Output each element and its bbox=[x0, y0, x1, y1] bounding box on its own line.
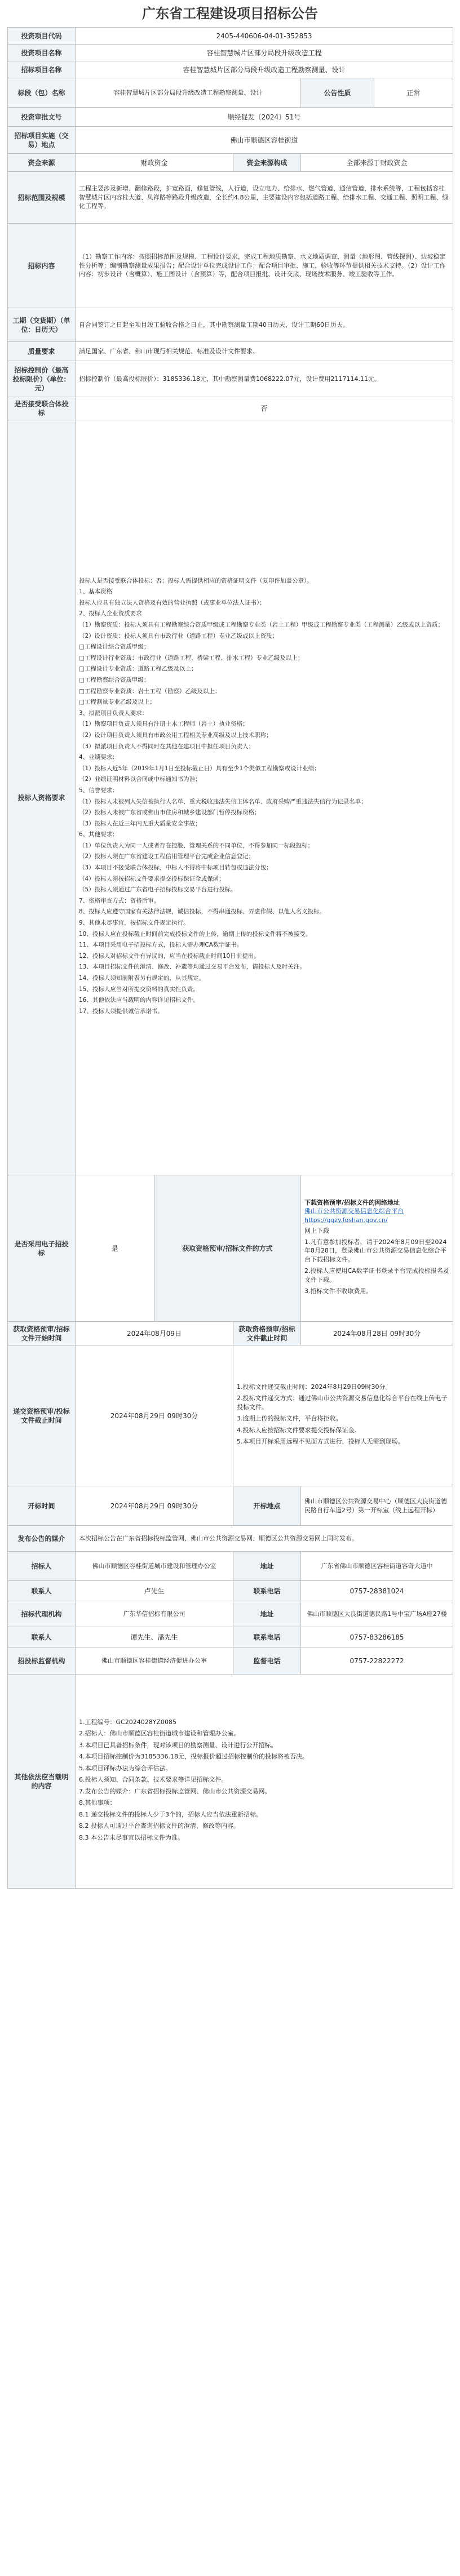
value-qualification bbox=[76, 420, 453, 1175]
value-supervise: 佛山市顺德区容桂街道经济促进办公室 bbox=[76, 1647, 233, 1675]
label-quality: 质量要求 bbox=[8, 342, 76, 361]
qualification-item: □工程设计行业资质：市政行业（道路工程、桥梁工程、排水工程）专业乙级及以上； bbox=[79, 654, 304, 661]
qualification-item: （1）投标人近5年（2019年1月1日至投标截止日）具有至少1个类似工程勘察或设计业绩； bbox=[79, 765, 320, 772]
row-electronic bbox=[8, 1175, 453, 1322]
label-ceiling: 招标控制价（最高投标限价）（单位：元） bbox=[8, 361, 76, 397]
label-joint: 是否接受联合体投标 bbox=[8, 397, 76, 420]
row-media bbox=[8, 1526, 453, 1552]
label-tenderer: 招标人 bbox=[8, 1552, 76, 1581]
qualification-item: （3）本项目不接受联合体投标，中标人不得将中标项目转包或违法分包； bbox=[79, 864, 272, 872]
value-open-place: 佛山市顺德区公共资源交易中心（顺德区大良街道德民路自行车道2号）第一开标室（线上远程开标） bbox=[301, 1486, 453, 1526]
qualification-item: 投标人是否接受联合体投标：否；投标人需提供相应的资格证明文件（复印件加盖公章）。 bbox=[79, 577, 313, 584]
doc-note-item: 3.招标文件不收取费用。 bbox=[304, 1287, 373, 1295]
row-time-start bbox=[8, 1322, 453, 1345]
value-period: 自合同签订之日起至项目竣工验收合格之日止，其中勘察测量工期40日历天，设计工期60日历天。 bbox=[76, 308, 453, 342]
qualification-item: 11、本项目采用电子招投标方式，投标人需办理CA数字证书。 bbox=[79, 941, 243, 949]
label-announce-nature: 公告性质 bbox=[301, 78, 374, 108]
qualification-item: □工程设计综合资质甲级； bbox=[79, 643, 150, 651]
row-scope bbox=[8, 172, 453, 224]
label-agency-address: 地址 bbox=[233, 1601, 301, 1627]
value-joint: 否 bbox=[76, 397, 453, 420]
value-time-start: 2024年08月09日 bbox=[76, 1322, 233, 1345]
doc-get-cell bbox=[301, 1175, 453, 1322]
qualification-item: （3）投标人在近三年内无重大质量安全事故； bbox=[79, 820, 201, 827]
other-item: 8.1 递交投标文件的投标人少于3个的，招标人应当依法重新招标。 bbox=[79, 1810, 262, 1818]
value-tenderer-contact: 卢先生 bbox=[76, 1581, 233, 1601]
doc-url-link[interactable]: 佛山市公共资源交易信息化综合平台 https://ggzy.foshan.gov.cn/ bbox=[304, 1207, 404, 1224]
other-item: 2.招标人：佛山市顺德区容桂街道城市建设和管理办公室。 bbox=[79, 1730, 240, 1738]
row-tenderer-contact bbox=[8, 1581, 453, 1601]
doc-note-item: 1.凡有意参加投标者，请于2024年8月09日至2024年8月28日，登录佛山市公共资源交易信息化综合平台下载招标文件。 bbox=[304, 1238, 447, 1263]
qualification-item: 7、资格审查方式：资格后审。 bbox=[79, 897, 160, 904]
doc-url-label: 下载资格预审/招标文件的网络地址 bbox=[304, 1198, 400, 1206]
label-submit: 递交资格预审/投标文件截止时间 bbox=[8, 1345, 76, 1486]
qualification-item: □工程设计专业资质：道路工程乙级及以上； bbox=[79, 665, 197, 673]
label-qualification-main: 投标人资格要求 bbox=[17, 793, 65, 802]
qualification-item: □工程勘察专业资质：岩土工程（勘察）乙级及以上； bbox=[79, 687, 221, 695]
other-item: 6.投标人须知、合同条款、技术要求等详见招标文件。 bbox=[79, 1776, 228, 1784]
row-qualification bbox=[8, 420, 453, 1175]
label-period: 工期（交货期）（单位：日历天） bbox=[8, 308, 76, 342]
row-other bbox=[8, 1675, 453, 1889]
qualification-item: 6、其他要求： bbox=[79, 831, 118, 838]
label-time-end: 获取资格预审/招标文件截止时间 bbox=[233, 1322, 301, 1345]
value-tenderer-address: 广东省佛山市顺德区容桂街道容奇大道中 bbox=[301, 1552, 453, 1581]
label-project-name: 投资项目名称 bbox=[8, 45, 76, 61]
label-tenderer-contact: 联系人 bbox=[8, 1581, 76, 1601]
row-submit bbox=[8, 1345, 453, 1486]
value-other bbox=[76, 1675, 453, 1889]
row-project-name bbox=[8, 45, 453, 61]
value-quality: 满足国家、广东省、佛山市现行相关规范、标准及设计文件要求。 bbox=[76, 342, 453, 361]
qualification-item: 5、信誉要求： bbox=[79, 787, 118, 794]
label-open-time: 开标时间 bbox=[8, 1486, 76, 1526]
qualification-item: （1）勘察项目负责人须具有注册土木工程师（岩土）执业资格； bbox=[79, 721, 249, 728]
label-tenderer-phone: 联系电话 bbox=[233, 1581, 301, 1601]
value-agency: 广东华信招标有限公司 bbox=[76, 1601, 233, 1627]
qualification-item: （2）投标人未被广东省或佛山市住房和城乡建设部门暂停投标资格； bbox=[79, 809, 260, 816]
row-joint bbox=[8, 397, 453, 420]
value-scope: 工程主要涉及新增、翻修路段，扩宽路面，修复管线，人行道，设立电力、给排水、燃气管道、通信管道、排水系统等，工程包括容桂智慧城片区内容桂大道、凤祥路等路段升级改造，全长约4.8公里，主要建设内容包括道路工程、给排水工程、交通工程、照明工程、绿化工程等。 bbox=[76, 172, 453, 224]
row-fund bbox=[8, 154, 453, 172]
other-item: 8.其他事项： bbox=[79, 1799, 116, 1807]
other-item: 8.2 投标人可通过平台查询招标文件的澄清、修改等内容。 bbox=[79, 1822, 240, 1830]
page-title: 广东省工程建设项目招标公告 bbox=[142, 6, 318, 21]
notice-table bbox=[7, 27, 453, 1889]
other-item: 4.本项目招标控制价为3185336.18元，投标报价超过招标控制价的投标将被否决。 bbox=[79, 1753, 308, 1761]
row-content bbox=[8, 224, 453, 308]
qualification-item: （2）业绩证明材料以合同或中标通知书为准； bbox=[79, 776, 201, 783]
row-agency bbox=[8, 1601, 453, 1627]
row-agency-contact bbox=[8, 1627, 453, 1647]
other-item: 8.3 本公告未尽事宜以招标文件为准。 bbox=[79, 1833, 184, 1841]
other-item: 5.本项目评标办法为综合评估法。 bbox=[79, 1764, 172, 1772]
value-announce-nature: 正常 bbox=[374, 78, 453, 108]
value-supervise-phone: 0757-22822272 bbox=[301, 1647, 453, 1675]
qualification-item: 3、拟派项目负责人要求： bbox=[79, 709, 148, 717]
value-fund-composition: 全部来源于财政资金 bbox=[301, 154, 453, 172]
row-project-code bbox=[8, 28, 453, 45]
label-tender-name: 标段（包）名称 bbox=[8, 78, 76, 108]
label-electronic: 是否采用电子招投标 bbox=[8, 1175, 76, 1322]
qualification-item: 15、投标人应当对所提交资料的真实性负责。 bbox=[79, 985, 199, 993]
submit-note-item: 5.本项目开标采用远程不见面方式进行，投标人无需到现场。 bbox=[237, 1438, 404, 1445]
qualification-item: （2）设计项目负责人须具有市政公用工程相关专业高级及以上技术职称； bbox=[79, 731, 272, 739]
label-agency-contact: 联系人 bbox=[8, 1627, 76, 1647]
value-ceiling: 招标控制价（最高投标限价）：3185336.18元，其中勘察测量费1068222.07元，设计费用2117114.11元。 bbox=[76, 361, 453, 397]
row-tender-project-name bbox=[8, 61, 453, 78]
qualification-item: 8、投标人应遵守国家有关法律法规，诚信投标，不得串通投标、弄虚作假、以他人名义投标。 bbox=[79, 908, 326, 916]
label-qualification bbox=[8, 420, 76, 1175]
submit-note-item: 3.逾期上传的投标文件，平台将拒收。 bbox=[237, 1415, 342, 1422]
row-place bbox=[8, 127, 453, 154]
label-content: 招标内容 bbox=[8, 224, 76, 308]
label-time-start: 获取资格预审/招标文件开始时间 bbox=[8, 1322, 76, 1345]
label-tender-project-name: 招标项目名称 bbox=[8, 61, 76, 78]
label-supervise: 招投标监督机构 bbox=[8, 1647, 76, 1675]
row-period bbox=[8, 308, 453, 342]
value-time-end: 2024年08月28日 09时30分 bbox=[301, 1322, 453, 1345]
label-open-place: 开标地点 bbox=[233, 1486, 301, 1526]
label-media: 发布公告的媒介 bbox=[8, 1526, 76, 1552]
qualification-item: 13、本项目招标文件的澄清、修改、补遗等均通过交易平台发布，请投标人及时关注。 bbox=[79, 963, 306, 971]
row-approval-number bbox=[8, 108, 453, 127]
qualification-item: 9、其他未尽事宜，按招标文件规定执行。 bbox=[79, 920, 189, 927]
qualification-item: （2）设计资质：投标人须具有市政行业（道路工程）专业乙级或以上资质； bbox=[79, 632, 278, 639]
qualification-item: （4）投标人须按招标文件要求提交投标保证金或保函； bbox=[79, 875, 225, 882]
qualification-item: （1）单位负责人为同一人或者存在控股、管理关系的不同单位，不得参加同一标段投标； bbox=[79, 842, 314, 849]
row-supervise bbox=[8, 1647, 453, 1675]
qualification-item: 1、基本资格 bbox=[79, 588, 113, 596]
other-item: 3.本项目已具备招标条件，现对该项目的勘察测量、设计进行公开招标。 bbox=[79, 1741, 277, 1749]
doc-note-item: 2.投标人应使用CA数字证书登录平台完成投标报名及文件下载。 bbox=[304, 1267, 449, 1283]
value-content: （1）勘察工作内容：按照招标范围及规模、工程设计要求，完成工程地质勘察、水文地质调查、测量（地形图、管线探测）、边坡稳定性分析等；编制勘察测量成果报告；配合设计单位完成设计工作；配合项目审批、施工、验收等环节提供相关技术支持。（2）设计工作内容：初步设计（含概算）、施工图设计（含预算）等，配合项目报批、设计交底、现场技术服务、竣工验收等工作。 bbox=[76, 224, 453, 308]
value-approval-number: 顺经促发〔2024〕51号 bbox=[76, 108, 453, 127]
value-tenderer: 佛山市顺德区容桂街道城市建设和管理办公室 bbox=[76, 1552, 233, 1581]
label-other: 其他依法应当载明的内容 bbox=[8, 1675, 76, 1889]
label-supervise-phone: 监督电话 bbox=[233, 1647, 301, 1675]
qualification-item: （5）投标人须通过广东省电子招标投标交易平台进行投标。 bbox=[79, 886, 237, 894]
qualification-item: （1）投标人未被列入失信被执行人名单、重大税收违法失信主体名单、政府采购严重违法失信行为记录名单； bbox=[79, 798, 367, 805]
submit-note-item: 4.投标人应按招标文件要求提交投标保证金。 bbox=[237, 1426, 361, 1434]
label-doc-get: 获取资格预审/招标文件的方式 bbox=[154, 1175, 301, 1322]
label-fund-composition: 资金来源构成 bbox=[233, 154, 301, 172]
qualification-item: （2）投标人须在广东省建设工程信用管理平台完成企业信息登记； bbox=[79, 853, 255, 860]
label-project-code: 投资项目代码 bbox=[8, 28, 76, 45]
qualification-item: 投标人应具有独立法人资格及有效的营业执照（或事业单位法人证书）； bbox=[79, 599, 266, 606]
value-project-name: 容桂智慧城片区部分局段升级改造工程 bbox=[76, 45, 453, 61]
submit-note-item: 2.投标文件递交方式：通过佛山市公共资源交易信息化综合平台在线上传电子投标文件。 bbox=[237, 1394, 448, 1411]
doc-notes bbox=[304, 1238, 449, 1296]
qualification-item: 10、投标人应在投标截止时间前完成投标文件的上传，逾期上传的投标文件将不被接受。 bbox=[79, 930, 312, 938]
qualification-item: 16、其他依法应当载明的内容详见招标文件。 bbox=[79, 997, 199, 1004]
label-scope: 招标范围及规模 bbox=[8, 172, 76, 224]
submit-note-item: 1.投标文件递交截止时间：2024年8月29日09时30分。 bbox=[237, 1383, 392, 1391]
qualification-item: 14、投标人须知前附表另有规定的，从其规定。 bbox=[79, 975, 205, 981]
label-place: 招标项目实施（交易）地点 bbox=[8, 127, 76, 154]
value-place: 佛山市顺德区容桂街道 bbox=[76, 127, 453, 154]
row-open bbox=[8, 1486, 453, 1526]
value-electronic: 是 bbox=[76, 1175, 154, 1322]
other-list bbox=[79, 1718, 449, 1842]
label-agency-phone: 联系电话 bbox=[233, 1627, 301, 1647]
value-fund-source: 财政资金 bbox=[76, 154, 233, 172]
value-agency-phone: 0757-83286185 bbox=[301, 1627, 453, 1647]
value-project-code: 2405-440606-04-01-352853 bbox=[76, 28, 453, 45]
value-tender-project-name: 容桂智慧城片区部分局段升级改造工程勘察测量、设计 bbox=[76, 61, 453, 78]
qualification-item: □工程勘察综合资质甲级； bbox=[79, 676, 150, 683]
value-submit: 2024年08月29日 09时30分 bbox=[76, 1345, 233, 1486]
qualification-item: （1）勘察资质：投标人须具有工程勘察综合资质甲级或工程勘察专业类（岩土工程）甲级或工程勘察专业类（工程测量）乙级或以上资质； bbox=[79, 621, 444, 628]
qualification-list bbox=[79, 577, 449, 1016]
value-tenderer-phone: 0757-28381024 bbox=[301, 1581, 453, 1601]
submit-notes-cell bbox=[233, 1345, 453, 1486]
label-tenderer-address: 地址 bbox=[233, 1552, 301, 1581]
row-tender-name bbox=[8, 78, 453, 108]
qualification-item: □工程测量专业乙级及以上； bbox=[79, 699, 156, 706]
other-item: 7.发布公告的媒介：广东省招标投标监管网、佛山市公共资源交易网。 bbox=[79, 1787, 271, 1795]
value-agency-address: 佛山市顺德区大良街道德民路1号中宝广场A座27楼 bbox=[301, 1601, 453, 1627]
value-open-time: 2024年08月29日 09时30分 bbox=[76, 1486, 233, 1526]
value-agency-contact: 谭先生、潘先生 bbox=[76, 1627, 233, 1647]
value-tender-name: 容桂智慧城片区部分局段升级改造工程勘察测量、设计 bbox=[76, 78, 301, 108]
label-approval-number: 投资审批文号 bbox=[8, 108, 76, 127]
value-media: 本次招标公告在广东省招标投标监管网、佛山市公共资源交易网、顺德区公共资源交易网上同时发布。 bbox=[76, 1526, 453, 1552]
label-agency: 招标代理机构 bbox=[8, 1601, 76, 1627]
row-ceiling bbox=[8, 361, 453, 397]
doc-get-method: 网上下载 bbox=[304, 1227, 329, 1234]
row-quality bbox=[8, 342, 453, 361]
qualification-item: 2、投标人企业资质要求 bbox=[79, 610, 142, 618]
qualification-item: 4、业绩要求： bbox=[79, 754, 118, 761]
qualification-item: 17、投标人须提供诚信承诺书。 bbox=[79, 1007, 163, 1015]
qualification-item: 12、投标人对招标文件有异议的，应当在投标截止时间10日前提出。 bbox=[79, 952, 260, 960]
label-fund-source: 资金来源 bbox=[8, 154, 76, 172]
other-item: 1.工程编号：GC2024028YZ0085 bbox=[79, 1718, 176, 1726]
submit-notes bbox=[237, 1383, 449, 1446]
row-tenderer bbox=[8, 1552, 453, 1581]
qualification-item: （3）拟派项目负责人不得同时在其他在建项目中担任项目负责人； bbox=[79, 743, 255, 750]
